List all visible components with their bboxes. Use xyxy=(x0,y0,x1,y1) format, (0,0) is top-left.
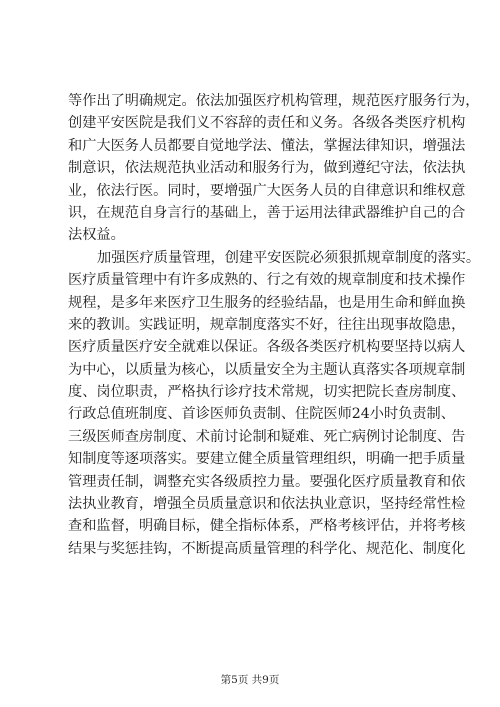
page-body xyxy=(68,90,481,560)
text-line: 查和监督，明确目标，健全指标体系，严格考核评估，并将考核 xyxy=(68,518,466,535)
text-line: 为中心，以质量为核心，以质量安全为主题认真落实各项规章制 xyxy=(68,361,466,378)
text-line: 等作出了明确规定。依法加强医疗机构管理，规范医疗服务行为， xyxy=(68,93,480,109)
text-line: 医疗质量医疗安全就难以保证。各级各类医疗机构要坚持以病人 xyxy=(68,339,466,356)
page-number-footer: 第5页 共9页 xyxy=(220,674,280,686)
text-line: 法权益。 xyxy=(68,227,125,244)
text-line: 医疗质量管理中有许多成熟的、行之有效的规章制度和技术操作 xyxy=(68,272,466,289)
text-line: 和广大医务人员都要自觉地学法、懂法，掌握法律知识，增强法 xyxy=(68,137,466,154)
text-line: 制意识，依法规范执业活动和服务行为，做到遵纪守法，依法执 xyxy=(68,160,466,177)
text-line: 行政总值班制度、首诊医师负责制、住院医师24小时负责制、 xyxy=(68,406,455,423)
text-line: 知制度等逐项落实。要建立健全质量管理组织，明确一把手质量 xyxy=(68,451,466,468)
text-line: 创建平安医院是我们义不容辞的责任和义务。各级各类医疗机构 xyxy=(68,115,466,132)
text-line: 来的教训。实践证明，规章制度落实不好，往往出现事故隐患， xyxy=(68,316,466,333)
text-line: 加强医疗质量管理，创建平安医院必须狠抓规章制度的落实。 xyxy=(97,249,481,266)
text-line: 业，依法行医。同时，要增强广大医务人员的自律意识和维权意 xyxy=(68,182,466,199)
paragraph-2 xyxy=(68,247,481,560)
paragraph-1 xyxy=(68,90,480,247)
text-line: 管理责任制，调整充实各级质控力量。要强化医疗质量教育和依 xyxy=(68,473,466,490)
text-line: 识，在规范自身言行的基础上，善于运用法律武器维护自己的合 xyxy=(68,204,466,221)
text-line: 法执业教育，增强全员质量意识和依法执业意识，坚持经常性检 xyxy=(68,496,466,513)
text-line: 度、岗位职责，严格执行诊疗技术常规，切实把院长查房制度、 xyxy=(68,384,466,401)
text-line: 结果与奖惩挂钩，不断提高质量管理的科学化、规范化、制度化 xyxy=(68,540,466,557)
text-line: 三级医师查房制度、术前讨论制和疑难、死亡病例讨论制度、告 xyxy=(68,428,466,445)
text-line: 规程，是多年来医疗卫生服务的经验结晶，也是用生命和鲜血换 xyxy=(68,294,466,311)
